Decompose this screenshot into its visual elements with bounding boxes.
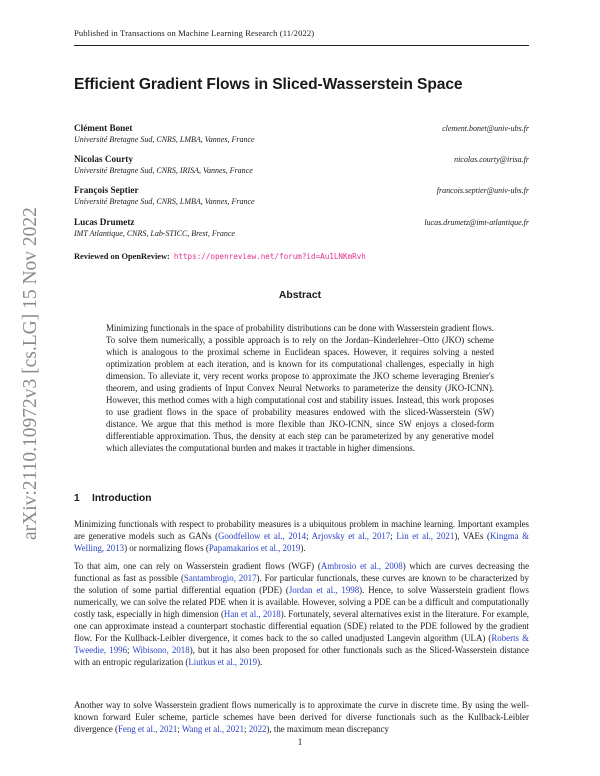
paragraph-text: ; xyxy=(244,724,249,735)
citation-link[interactable]: Liutkus et al., 2019 xyxy=(188,657,258,668)
author-email[interactable]: nicolas.courty@irisa.fr xyxy=(454,155,529,164)
paragraph-text: ; xyxy=(177,724,182,735)
arxiv-margin-stamp xyxy=(12,207,46,540)
paragraph-text: ). Hence, to solve Wasserstein gradient flows numerically, we can solve the related PDE when it is available. However, solving a PDE can be a difficult and computationally costly task, especially in high dimension ( xyxy=(74,585,529,620)
abstract-heading: Abstract xyxy=(278,290,322,301)
abstract-text: Minimizing functionals in the space of probability distributions can be done with Wasserstein gradient flows. To solve them numerically, a possible approach is to rely on the Jordan–Kinderlehrer–Otto (JKO) scheme which is analogous to the proximal scheme in Euclidean spaces. However, it requires solving a nested optimization problem at each iteration, and is known for its computational challenges, especially in high dimension. To alleviate it, very recent works propose to approximate the JKO scheme leveraging Brenier's theorem, and using gradients of Input Convex Neural Networks to parameterize the density (JKO-ICNN). However, this method comes with a high computational cost and stability issues. Instead, this work proposes to use gradient flows in the space of probability measures endowed with the sliced-Wasserstein (SW) distance. We argue that this method is more flexible than JKO-ICNN, since SW enjoys a closed-form differentiable approximation. Thus, the density at each step can be parameterized by any generative model which alleviates the computational burden and makes it tractable in higher dimensions. xyxy=(106,323,494,454)
paragraph-text: ) or normalizing flows ( xyxy=(124,543,209,554)
citation-link[interactable]: 2022 xyxy=(248,724,267,735)
page-number: 1 xyxy=(297,737,303,747)
paragraph-text: ), but it has also been proposed for other functionals such as the Sliced-Wasserstein distance with an entropic regularization ( xyxy=(74,645,530,668)
citation-link[interactable]: Lin et al., 2021 xyxy=(396,531,455,542)
citation-link[interactable]: Goodfellow et al., 2014 xyxy=(218,531,307,542)
paragraph-text: ). xyxy=(257,657,263,668)
citation-link[interactable]: Ambrosio et al., 2008 xyxy=(320,561,403,571)
openreview-link[interactable]: https://openreview.net/forum?id=Au1LNKmRvh xyxy=(173,252,366,261)
paragraph-text: To that aim, one can rely on Wasserstein gradient flows (WGF) ( xyxy=(74,561,321,571)
author-block xyxy=(74,185,529,206)
paragraph-text: ), the maximum mean discrepancy xyxy=(266,724,389,735)
paragraph-text: ), VAEs ( xyxy=(454,531,490,542)
review-line xyxy=(74,252,366,261)
paragraph-text: ). For particular functionals, these curves are known to be characterized by the solution of some partial differential equation (PDE) ( xyxy=(74,573,529,596)
paragraph-text: ; xyxy=(390,531,397,542)
author-email[interactable]: clement.bonet@univ-ubs.fr xyxy=(442,124,529,133)
author-affiliation: Université Bretagne Sud, CNRS, IRISA, Vannes, France xyxy=(74,166,253,175)
citation-link[interactable]: Wang et al., 2021 xyxy=(181,724,245,735)
author-block xyxy=(74,154,529,175)
paragraph-text: Another way to solve Wasserstein gradient flows numerically is to approximate the curve in discrete time. By using the well-known forward Euler scheme, particle schemes have been derived for diverse functionals such as the Kullback-Leibler divergence ( xyxy=(74,700,529,735)
paragraph-text: ; xyxy=(127,645,133,656)
author-name: Clément Bonet xyxy=(74,123,133,133)
author-name: Nicolas Courty xyxy=(74,154,133,164)
paragraph-text: ). Fortunately, several alternatives exist in the literature. For example, one can approximate instead a counterpart stochastic differential equation (SDE) related to the PDE followed by the gradient flow. For the Kullback-Leibler divergence, it comes back to the so called unadjusted Langevin algorithm (ULA) ( xyxy=(74,609,529,644)
citation-link[interactable]: Han et al., 2018 xyxy=(223,609,281,620)
intro-paragraph xyxy=(74,699,529,735)
citation-link[interactable]: Santambrogio, 2017 xyxy=(183,573,257,584)
section-number: 1 xyxy=(74,493,80,504)
citation-link[interactable]: Papamakarios et al., 2019 xyxy=(208,543,301,554)
author-email[interactable]: lucas.drumetz@imt-atlantique.fr xyxy=(424,218,529,227)
review-label: Reviewed on OpenReview: xyxy=(74,252,170,261)
author-block xyxy=(74,217,529,238)
intro-paragraph xyxy=(74,518,529,554)
author-name: Lucas Drumetz xyxy=(74,217,135,227)
paper-title: Efficient Gradient Flows in Sliced-Wasserstein Space xyxy=(74,76,463,93)
author-affiliation: Université Bretagne Sud, CNRS, LMBA, Vannes, France xyxy=(74,135,255,144)
citation-link[interactable]: Arjovsky et al., 2017 xyxy=(311,531,391,542)
citation-link[interactable]: Kingma & Welling, 2013 xyxy=(74,531,529,554)
author-name: François Septier xyxy=(74,185,139,195)
citation-link[interactable]: Wibisono, 2018 xyxy=(132,645,190,656)
paragraph-text: Minimizing functionals with respect to probability measures is a ubiquitous problem in machine learning. Important examples are generative models such as GANs ( xyxy=(74,519,529,542)
intro-paragraph xyxy=(74,560,529,668)
author-affiliation: Université Bretagne Sud, CNRS, LMBA, Vannes, France xyxy=(74,197,255,206)
author-email[interactable]: francois.septier@univ-ubs.fr xyxy=(436,186,529,195)
paragraph-text: ; xyxy=(306,531,312,542)
running-header: Published in Transactions on Machine Learning Research (11/2022) xyxy=(74,28,315,38)
paragraph-text: ) which are curves decreasing the functional as fast as possible ( xyxy=(74,561,530,584)
author-affiliation: IMT Atlantique, CNRS, Lab-STICC, Brest, France xyxy=(74,229,235,238)
arxiv-identifier: arXiv:2110.10972v3 [cs.LG] 15 Nov 2022 xyxy=(20,207,41,540)
citation-link[interactable]: Jordan et al., 1998 xyxy=(288,585,360,596)
header-rule xyxy=(74,45,529,46)
citation-link[interactable]: Feng et al., 2021 xyxy=(117,724,178,735)
citation-link[interactable]: Roberts & Tweedie, 1996 xyxy=(74,633,529,656)
section-heading xyxy=(74,493,151,504)
author-block xyxy=(74,123,529,144)
section-title: Introduction xyxy=(92,493,152,504)
paragraph-text: ). xyxy=(300,543,306,554)
